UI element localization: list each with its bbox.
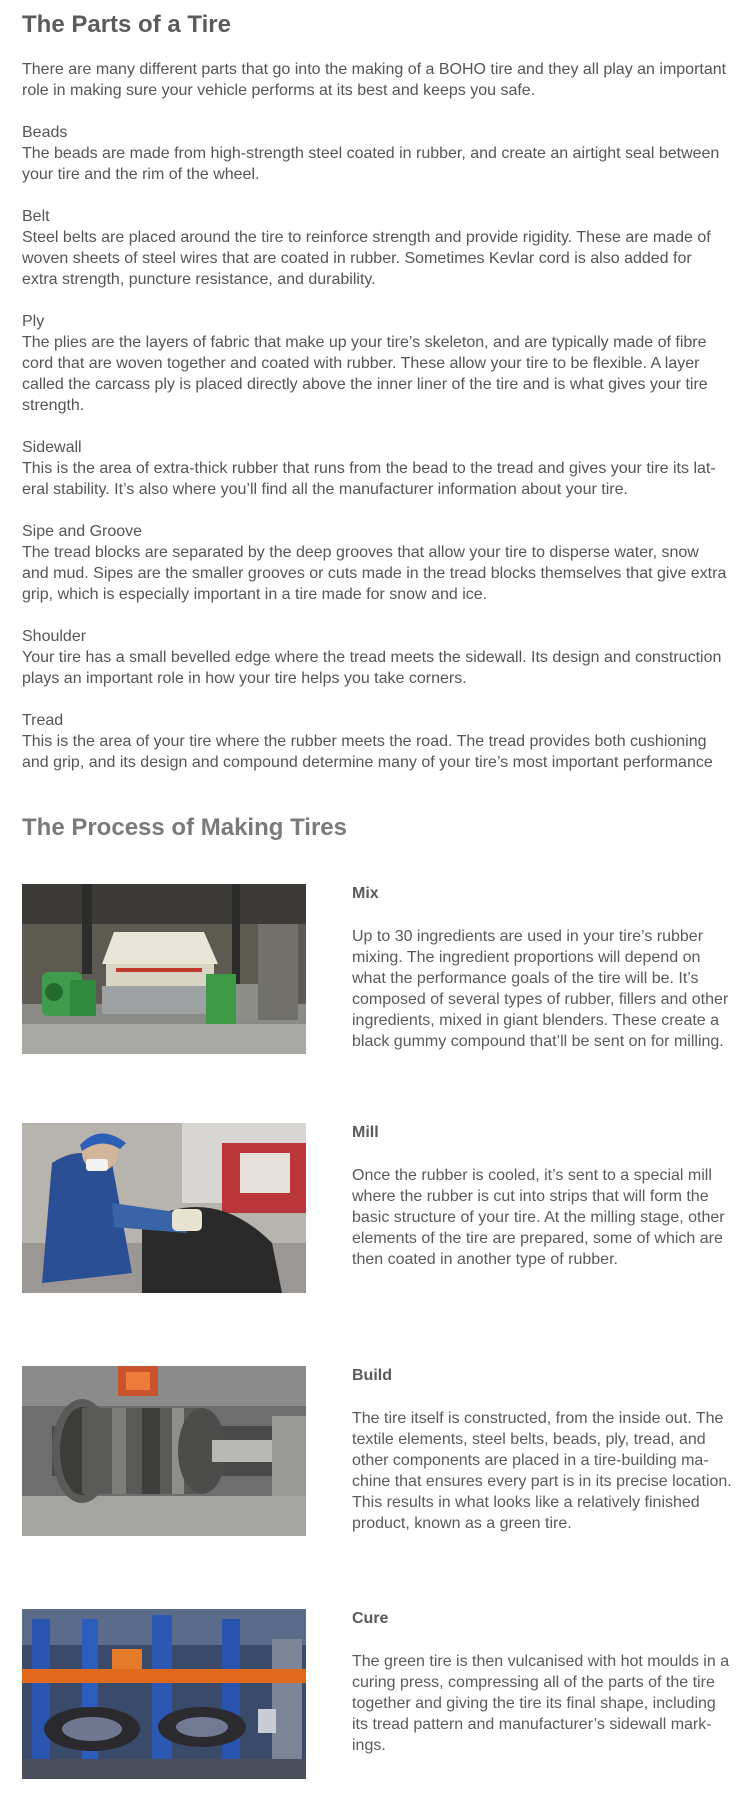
part-sidewall — [22, 437, 728, 500]
step-description: Up to 30 ingredients are used in your tire’s rubber mixing. The ingredient proportions will depend on what the performance goals of the tire will be. It’s composed of several types of rubber, fillers and other ingredients, mixed in giant blenders. These create a black gummy compound that’ll be sent on for milling. — [352, 928, 729, 1050]
worker-milling-rubber-photo — [22, 1123, 306, 1293]
process-step-text — [352, 1366, 736, 1534]
part-description: This is the area of your tire where the rubber meets the road. The tread provides both cushioning and grip, and its design and compound determine many of your tire’s most important performance — [22, 733, 713, 771]
tire-building-drum-photo — [22, 1366, 306, 1536]
part-tread — [22, 710, 728, 773]
part-description: Your tire has a small bevelled edge where the tread meets the sidewall. Its design and construction plays an important role in how your tire helps you take corners. — [22, 649, 722, 687]
page-title: The Parts of a Tire — [22, 11, 231, 38]
part-beads — [22, 122, 728, 185]
part-title: Tread — [22, 712, 64, 729]
part-title: Belt — [22, 208, 50, 225]
part-title: Ply — [22, 313, 45, 330]
step-title: Mill — [352, 1124, 379, 1141]
process-step-text — [352, 1609, 736, 1756]
part-title: Shoulder — [22, 628, 87, 645]
part-sipe-and-groove — [22, 521, 728, 605]
process-section-title: The Process of Making Tires — [22, 814, 347, 841]
step-description: The green tire is then vulcanised with hot moulds in a curing press, compressing all of the parts of the tire together and giving the tire its final shape, including its tread pattern and manufacturer’s sidewall mark-ings. — [352, 1653, 730, 1754]
part-belt — [22, 206, 728, 290]
step-description: The tire itself is constructed, from the inside out. The textile elements, steel belts, beads, ply, tread, and other components are placed in a tire-building ma-chine that ensures every part is in its precise location. This results in what looks like a relatively finished product, known as a green tire. — [352, 1410, 732, 1532]
part-description: The tread blocks are separated by the deep grooves that allow your tire to disperse water, snow and mud. Sipes are the smaller grooves or cuts made in the tread blocks themselves that give extra grip, which is especially important in a tire made for snow and ice. — [22, 544, 727, 603]
part-title: Sipe and Groove — [22, 523, 143, 540]
process-step-text — [352, 1123, 736, 1270]
step-description: Once the rubber is cooled, it’s sent to a special mill where the rubber is cut into strips that will form the basic structure of your tire. At the milling stage, other elements of the tire are prepared, some of which are then coated in another type of rubber. — [352, 1167, 725, 1268]
part-title: Beads — [22, 124, 68, 141]
part-description: The beads are made from high-strength steel coated in rubber, and create an airtight seal between your tire and the rim of the wheel. — [22, 145, 720, 183]
step-title: Build — [352, 1367, 392, 1384]
step-title: Cure — [352, 1610, 389, 1627]
intro-paragraph: There are many different parts that go into the making of a BOHO tire and they all play an important role in making sure your vehicle performs at its best and keeps you safe. — [22, 61, 727, 99]
part-description: This is the area of extra-thick rubber that runs from the bead to the tread and gives your tire its lat-eral stability. It’s also where you’ll find all the manufacturer information about your tire. — [22, 460, 716, 498]
page — [0, 0, 750, 773]
part-description: The plies are the layers of fabric that make up your tire’s skeleton, and are typically made of fibre cord that are woven together and coated with rubber. These allow your tire to be flexible. A layer called the carcass ply is placed directly above the inner liner of the tire and is what gives your tire strength. — [22, 334, 708, 414]
curing-press-photo — [22, 1609, 306, 1779]
part-shoulder — [22, 626, 728, 689]
step-title: Mix — [352, 885, 379, 902]
part-ply — [22, 311, 728, 416]
rubber-mixing-machine-photo — [22, 884, 306, 1054]
part-title: Sidewall — [22, 439, 82, 456]
process-step-text — [352, 884, 736, 1052]
part-description: Steel belts are placed around the tire to reinforce strength and provide rigidity. These are made of woven sheets of steel wires that are coated in rubber. Sometimes Kevlar cord is also added for extra strength, puncture resistance, and durability. — [22, 229, 711, 288]
